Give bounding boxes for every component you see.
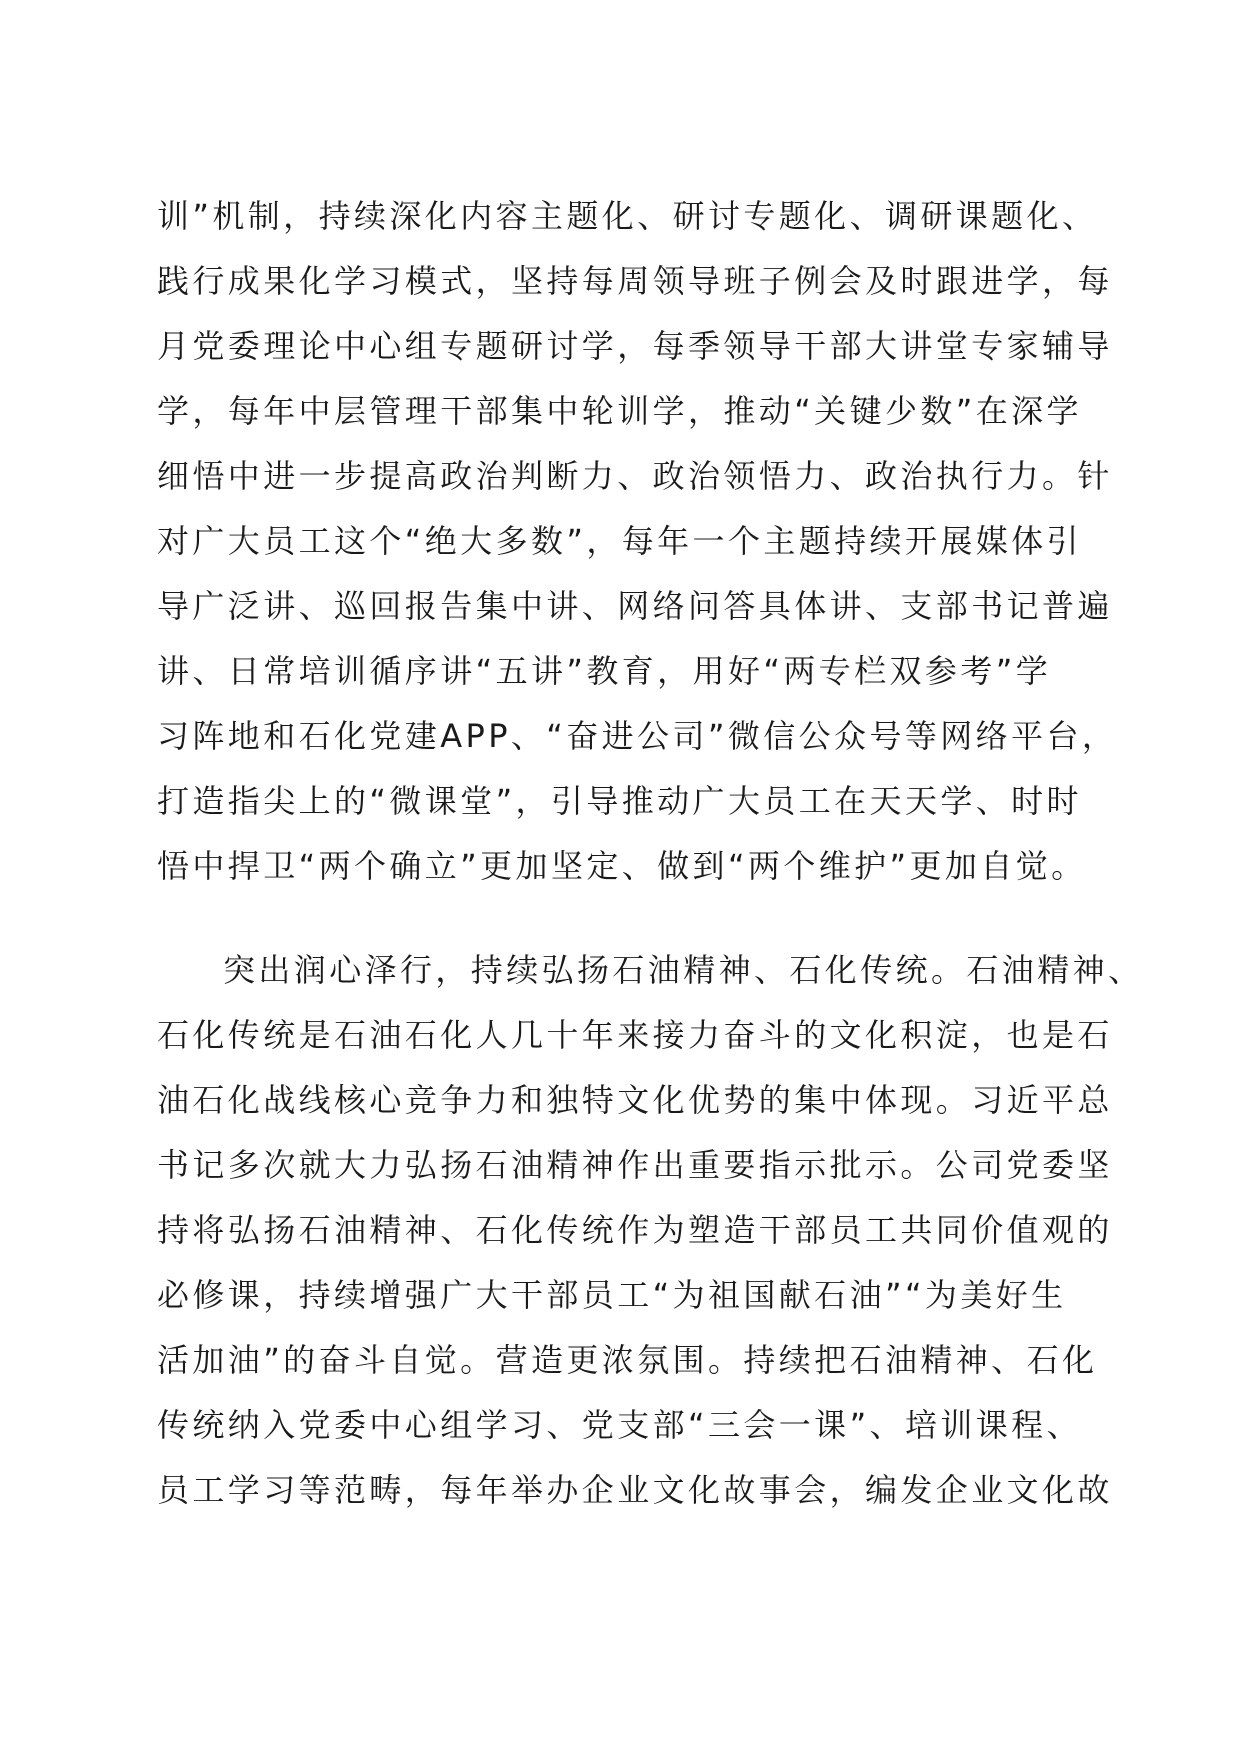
paragraph-2-line: 书记多次就大力弘扬石油精神作出重要指示批示。公司党委坚 [157, 1146, 1113, 1184]
body-paragraph-2 [157, 938, 1144, 1523]
paragraph-1-line: 细悟中进一步提高政治判断力、政治领悟力、政治执行力。针 [157, 457, 1113, 495]
paragraph-1-line: 训”机制，持续深化内容主题化、研讨专题化、调研课题化、 [157, 197, 1098, 235]
paragraph-2-line: 必修课，持续增强广大干部员工“为祖国献石油”“为美好生 [157, 1276, 1067, 1314]
paragraph-1-line: 导广泛讲、巡回报告集中讲、网络问答具体讲、支部书记普遍 [157, 587, 1113, 625]
paragraph-1-line: 践行成果化学习模式，坚持每周领导班子例会及时跟进学，每 [157, 262, 1113, 300]
paragraph-2-line: 持将弘扬石油精神、石化传统作为塑造干部员工共同价值观的 [157, 1211, 1113, 1249]
paragraph-1-line: 对广大员工这个“绝大多数”，每年一个主题持续开展媒体引 [157, 522, 1082, 560]
body-paragraph-1 [157, 184, 1118, 899]
paragraph-2-first-line: 突出润心泽行，持续弘扬石油精神、石化传统。石油精神、 [223, 951, 1144, 989]
paragraph-2-line: 活加油”的奋斗自觉。营造更浓氛围。持续把石油精神、石化 [157, 1341, 1098, 1379]
paragraph-1-line: 讲、日常培训循序讲“五讲”教育，用好“两专栏双参考”学 [157, 652, 1052, 690]
paragraph-1-line: 打造指尖上的“微课堂”，引导推动广大员工在天天学、时时 [157, 782, 1082, 820]
paragraph-1-line: 悟中捍卫“两个确立”更加坚定、做到“两个维护”更加自觉。 [157, 847, 1087, 885]
paragraph-1-line: 习阵地和石化党建APP、“奋进公司”微信公众号等网络平台， [157, 717, 1118, 755]
paragraph-2-line: 传统纳入党委中心组学习、党支部“三会一课”、培训课程、 [157, 1406, 1082, 1444]
paragraph-1-line: 学，每年中层管理干部集中轮训学，推动“关键少数”在深学 [157, 392, 1082, 430]
paragraph-1-line: 月党委理论中心组专题研讨学，每季领导干部大讲堂专家辅导 [157, 327, 1113, 365]
paragraph-2-line: 员工学习等范畴，每年举办企业文化故事会，编发企业文化故 [157, 1471, 1113, 1509]
paragraph-2-line: 石化传统是石油石化人几十年来接力奋斗的文化积淀，也是石 [157, 1016, 1113, 1054]
paragraph-2-line: 油石化战线核心竞争力和独特文化优势的集中体现。习近平总 [157, 1081, 1113, 1119]
